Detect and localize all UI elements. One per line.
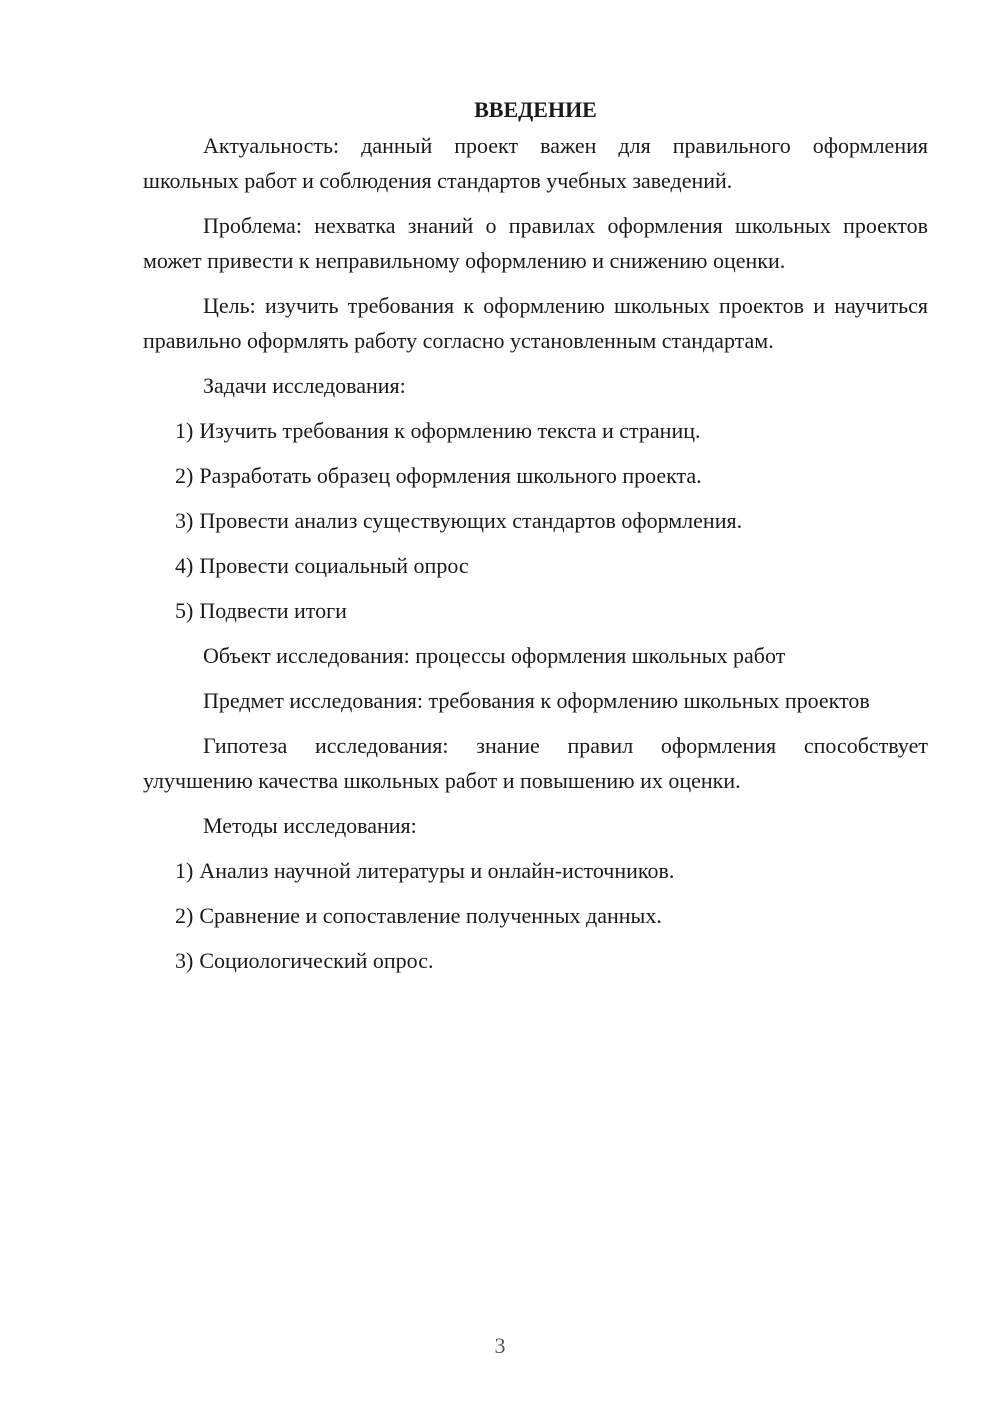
list-item-text: Подвести итоги	[199, 598, 347, 623]
list-item-text: Разработать образец оформления школьного проекта.	[199, 463, 702, 488]
problem-paragraph: Проблема: нехватка знаний о правилах оформления школьных проектов может привести к неправильному оформлению и снижению оценки.	[143, 213, 928, 273]
list-item-number: 2)	[175, 903, 194, 928]
list-item-text: Анализ научной литературы и онлайн-источников.	[199, 858, 675, 883]
list-item-text: Сравнение и сопоставление полученных данных.	[199, 903, 662, 928]
list-item-number: 5)	[175, 598, 194, 623]
list-item-text: Провести анализ существующих стандартов оформления.	[199, 508, 743, 533]
list-item	[143, 548, 928, 583]
list-item	[143, 413, 928, 448]
hypothesis-paragraph: Гипотеза исследования: знание правил оформления способствует улучшению качества школьных работ и повышению их оценки.	[143, 733, 928, 793]
list-item-number: 3)	[175, 508, 194, 533]
list-item-number: 3)	[175, 948, 194, 973]
page-number: 3	[494, 1333, 506, 1358]
list-item	[143, 853, 928, 888]
list-item	[143, 898, 928, 933]
list-item	[143, 593, 928, 628]
list-item-number: 1)	[175, 418, 194, 443]
document-page	[143, 92, 928, 988]
list-item-text: Провести социальный опрос	[199, 553, 469, 578]
object-paragraph: Объект исследования: процессы оформления школьных работ	[203, 643, 786, 668]
list-item-text: Изучить требования к оформлению текста и страниц.	[199, 418, 701, 443]
list-item	[143, 458, 928, 493]
list-item	[143, 503, 928, 538]
tasks-heading: Задачи исследования:	[203, 373, 406, 398]
relevance-paragraph: Актуальность: данный проект важен для правильного оформления школьных работ и соблюдения стандартов учебных заведений.	[143, 133, 928, 193]
methods-heading: Методы исследования:	[203, 813, 417, 838]
list-item-text: Социологический опрос.	[199, 948, 434, 973]
list-item-number: 4)	[175, 553, 194, 578]
list-item-number: 1)	[175, 858, 194, 883]
page-title: ВВЕДЕНИЕ	[474, 97, 597, 122]
methods-list	[143, 853, 928, 978]
goal-paragraph: Цель: изучить требования к оформлению школьных проектов и научиться правильно оформлять работу согласно установленным стандартам.	[143, 293, 928, 353]
tasks-list	[143, 413, 928, 628]
list-item-number: 2)	[175, 463, 194, 488]
subject-paragraph: Предмет исследования: требования к оформлению школьных проектов	[203, 688, 870, 713]
list-item	[143, 943, 928, 978]
